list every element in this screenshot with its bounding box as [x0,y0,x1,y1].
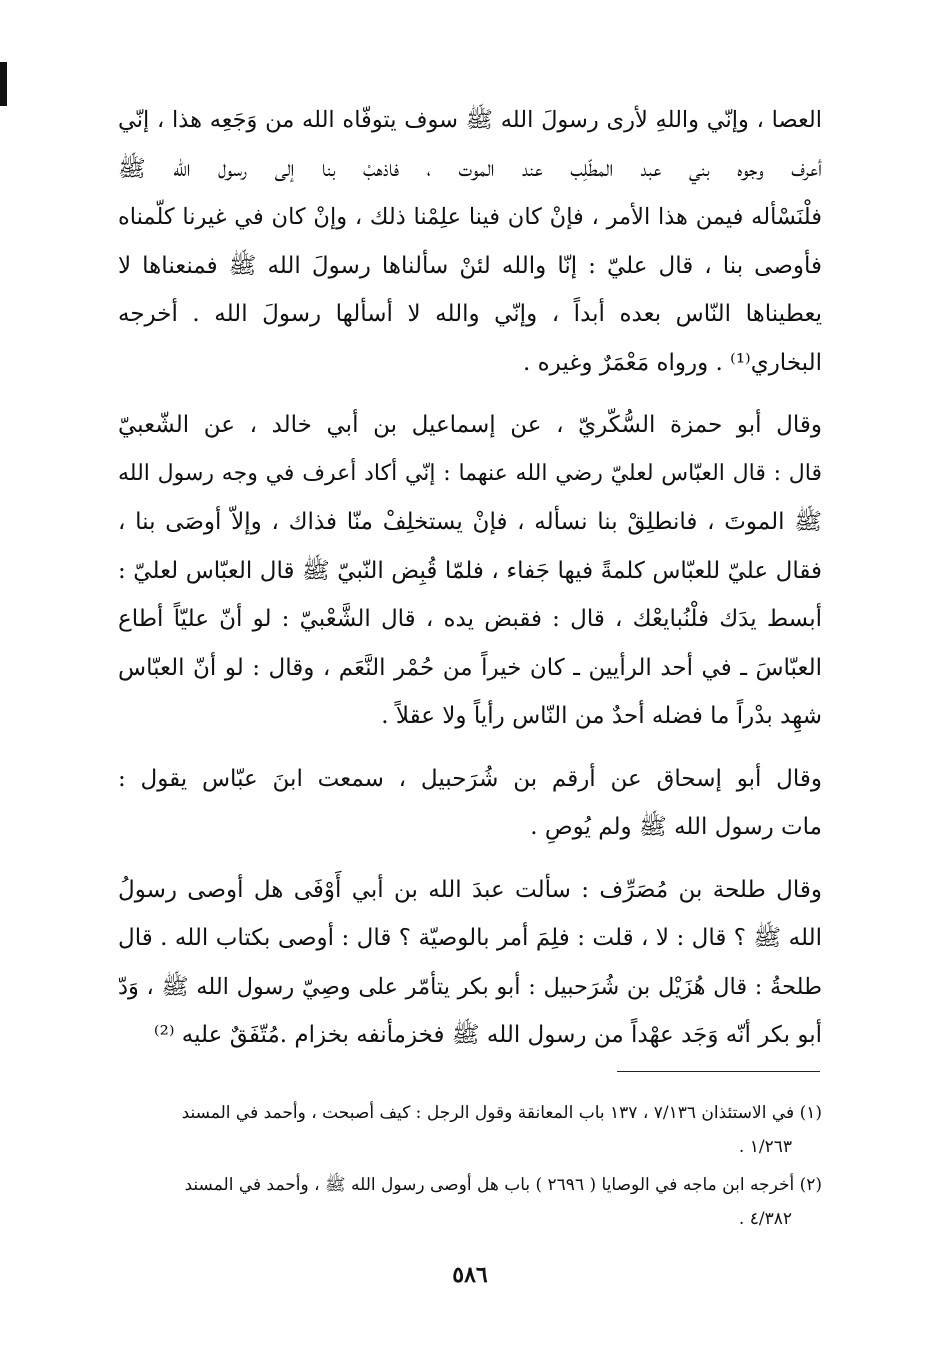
text-line: شهِد بدْراً ما فضله أحدٌ من النّاس رأياً ولا عقلاً . [381,703,822,729]
footnote-line: ٤/٣٨٢ . [738,1209,792,1229]
text-line: يعطيناها النّاس بعده أبداً ، وإنّي والله لا أسألها رسولَ الله . أخرجه [118,301,822,327]
text-line: وقال طلحة بن مُصَرِّف : سألت عبدَ الله بن أبي أَوْفَى هل أوصى رسولُ [118,876,822,903]
footnote-1 [118,1096,822,1164]
text-line: قال : قال العبّاس لعليّ رضي الله عنهما : إنّي أكاد أعرف في وجه رسول الله [118,460,822,486]
text-line: أبو بكر أنّه وَجَد عهْداً من رسول الله ﷺ فخزمأنفه بخزام .مُتّفَقٌ عليه ⁽²⁾ [153,1022,822,1048]
text-line: وقال أبو حمزة السُّكّريّ ، عن إسماعيل بن أبي خالد ، عن الشّعبيّ [118,412,822,438]
text-line: مات رسول الله ﷺ ولم يُوصِ . [530,814,822,840]
paragraph-1 [118,96,822,387]
text-line: الله ﷺ ؟ قال : لا ، قلت : فلِمَ أمر بالوصيّة ؟ قال : أوصى بكتاب الله . قال [118,925,822,951]
text-line: فأوصى بنا ، قال عليّ : إنّا والله لئنْ سألناها رسولَ الله ﷺ فمنعناها لا [118,252,822,279]
text-line: العبّاسَ ـ في أحد الرأيين ـ كان خيراً من حُمْر النَّعَم ، وقال : لو أنّ العبّاس [118,654,822,681]
paragraph-2 [118,401,822,741]
text-line: العصا ، وإنّي واللهِ لأرى رسولَ الله ﷺ سوف يتوفّاه الله من وَجَعِه هذا ، إنّي [118,107,822,133]
text-line: أعرف وجوه بني عبد المطّلِب عند الموت ، فاذهبْ بنا إلى رسول الله ﷺ [118,155,822,182]
paragraph-4 [118,866,822,1060]
text-line: أبسط يدَك فلْنُبايعْك ، قال : فقبض يده ، قال الشَّعْبيّ : لو أنّ عليّاً أطاع [118,606,822,632]
footnote-line: (٢) أخرجه ابن ماجه في الوصايا ( ٢٦٩٦ ) باب هل أوصى رسول الله ﷺ ، وأحمد في المسند [184,1175,822,1195]
footnote-separator [617,1071,820,1072]
footnote-line: ١/٢٦٣ . [738,1137,792,1157]
main-text [118,96,822,1074]
footnote-2 [118,1168,822,1236]
paragraph-3 [118,755,822,852]
page-edge-mark [0,62,7,106]
page-number: ٥٨٦ [452,1262,488,1288]
text-line: ﷺ الموتَ ، فانطلِقْ بنا نسأله ، فإنْ يستخلِفْ منّا فذاك ، وإلاّ أوصَى بنا ، [118,509,822,535]
text-line: وقال أبو إسحاق عن أرقم بن شُرَحبيل ، سمعت ابنَ عبّاس يقول : [118,765,822,792]
text-line: البخاري⁽¹⁾ . ورواه مَعْمَرٌ وغيره . [523,349,822,376]
footnotes [118,1096,822,1240]
text-line: فلْنَسْأله فيمن هذا الأمر ، فإنْ كان فينا علِمْنا ذلك ، وإنْ كان في غيرنا كلّمناه [118,204,822,230]
text-line: طلحةُ : قال هُزَيْل بن شُرَحبيل : أبو بكر يتأمّر على وصِيّ رسول الله ﷺ ، وَدّ [118,973,822,1000]
text-line: فقال عليّ للعبّاس كلمةً فيها جَفاء ، فلمّا قُبِض النّبيّ ﷺ قال العبّاس لعليّ : [118,557,822,584]
footnote-line: (١) في الاستئذان ٧/١٣٦ ، ١٣٧ باب المعانقة وقول الرجل : كيف أصبحت ، وأحمد في المسند [181,1103,822,1123]
